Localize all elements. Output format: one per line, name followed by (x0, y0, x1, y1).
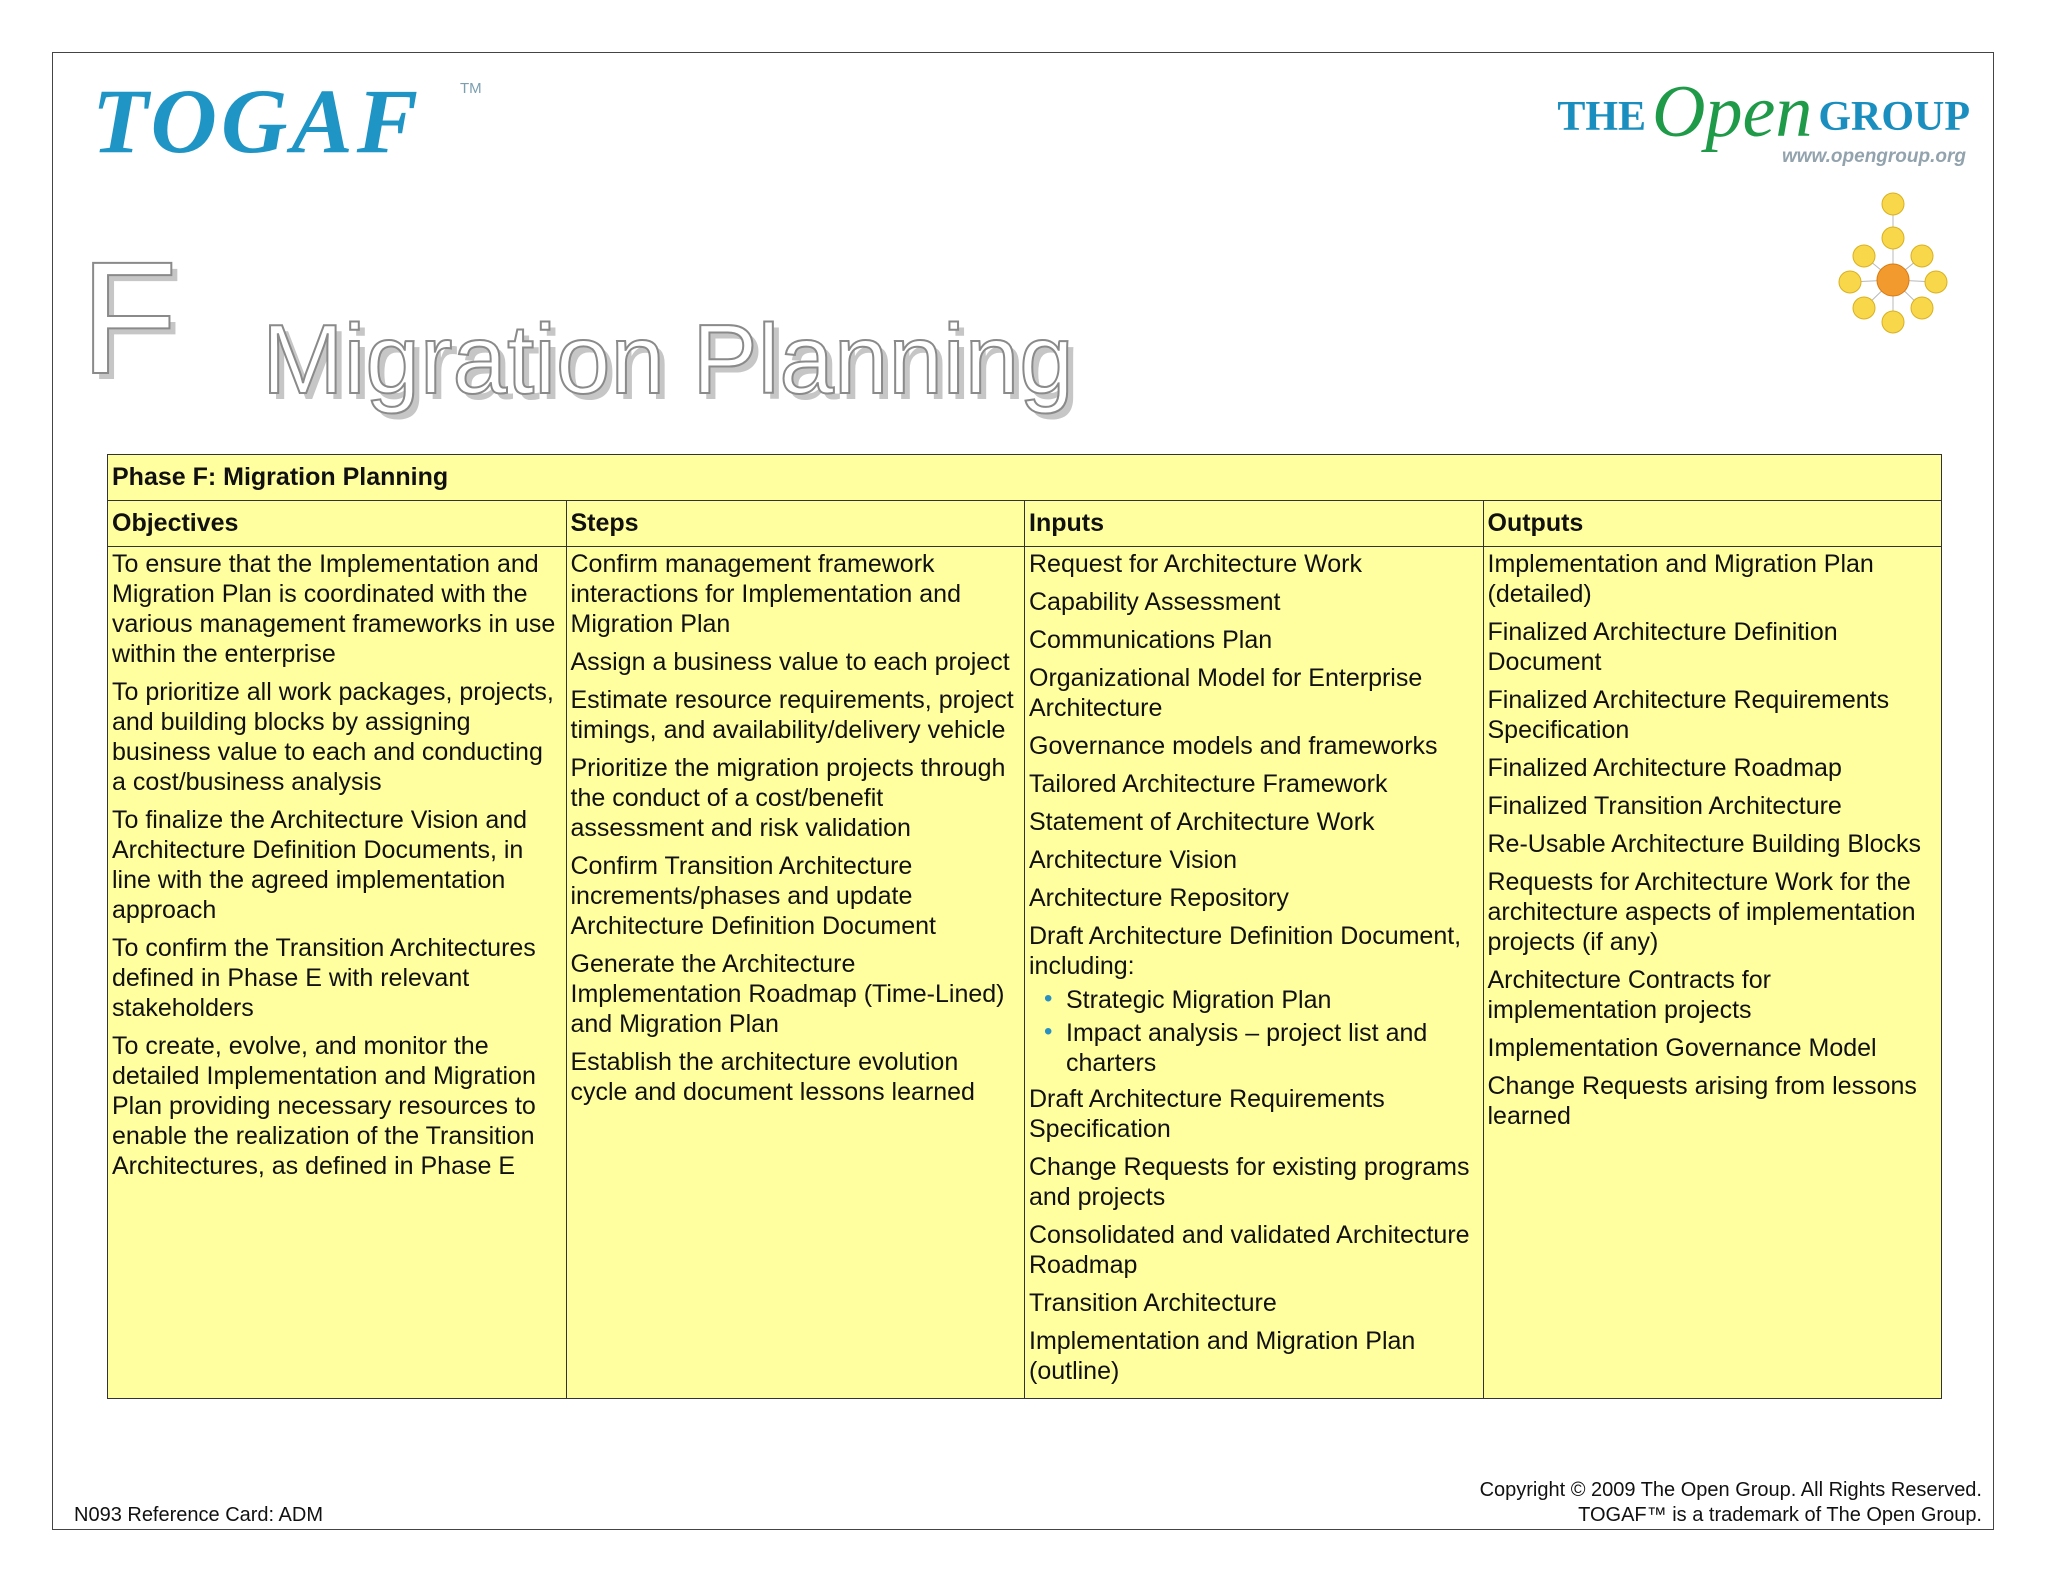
reference-card-label: N093 Reference Card: ADM (74, 1504, 324, 1526)
trademark-text: TOGAF™ is a trademark of The Open Group. (1578, 1504, 1982, 1526)
column-header-inputs: Inputs (1025, 501, 1484, 547)
output-item: Requests for Architecture Work for the architecture aspects of implementation projects (if any) (1487, 868, 1916, 956)
output-item: Architecture Contracts for implementation projects (1487, 966, 1771, 1024)
togaf-trademark: TM (460, 80, 482, 97)
inputs-cell (1025, 547, 1484, 1399)
output-item: Change Requests arising from lessons learned (1487, 1072, 1917, 1130)
input-item: Draft Architecture Definition Document, including: (1029, 922, 1462, 980)
input-item: Draft Architecture Requirements Specification (1029, 1085, 1385, 1143)
open-group-the: THE (1557, 94, 1647, 140)
output-item: Finalized Transition Architecture (1487, 792, 1842, 820)
objective-item: To confirm the Transition Architectures defined in Phase E with relevant stakeholders (112, 934, 536, 1022)
input-item: Organizational Model for Enterprise Architecture (1029, 664, 1423, 722)
column-header-steps: Steps (566, 501, 1025, 547)
objective-item: To prioritize all work packages, projects, and building blocks by assigning business value to each and conducting a cost/business analysis (112, 678, 554, 796)
step-item: Generate the Architecture Implementation Roadmap (Time-Lined) and Migration Plan (570, 950, 1005, 1038)
objective-item: To ensure that the Implementation and Migration Plan is coordinated with the various management frameworks in use within the enterprise (112, 550, 556, 668)
input-item: Governance models and frameworks (1029, 732, 1438, 760)
table-heading: Phase F: Migration Planning (108, 455, 1942, 501)
output-item: Implementation and Migration Plan (detailed) (1487, 550, 1874, 608)
input-sub-list (1029, 985, 1480, 1078)
steps-cell (566, 547, 1025, 1399)
page-title: Migration Planning (262, 304, 1074, 414)
input-item: Implementation and Migration Plan (outline) (1029, 1327, 1416, 1385)
input-item: Architecture Vision (1029, 846, 1237, 874)
input-item: Statement of Architecture Work (1029, 808, 1375, 836)
outputs-cell (1483, 547, 1942, 1399)
open-group-open: Open (1652, 71, 1813, 153)
output-item: Re-Usable Architecture Building Blocks (1487, 830, 1922, 858)
output-item: Finalized Architecture Requirements Specification (1487, 686, 1890, 744)
input-item: Tailored Architecture Framework (1029, 770, 1388, 798)
open-group-logo (1557, 70, 1970, 180)
adm-cycle-icon (1832, 190, 1954, 338)
phase-letter: F (80, 228, 178, 407)
output-item: Implementation Governance Model (1487, 1034, 1877, 1062)
copyright-text: Copyright © 2009 The Open Group. All Rights Reserved. (1479, 1479, 1982, 1501)
phase-reference-table (107, 454, 1942, 1399)
input-sub-item: • Impact analysis – project list and charters (1066, 1018, 1480, 1078)
step-item: Establish the architecture evolution cycle and document lessons learned (570, 1048, 975, 1106)
column-header-outputs: Outputs (1483, 501, 1942, 547)
input-item: Architecture Repository (1029, 884, 1289, 912)
togaf-wordmark: TOGAF (92, 70, 423, 172)
objective-item: To finalize the Architecture Vision and Architecture Definition Documents, in line with the agreed implementation approach (112, 806, 528, 924)
output-item: Finalized Architecture Definition Document (1487, 618, 1838, 676)
input-item: Change Requests for existing programs and projects (1029, 1153, 1470, 1211)
open-group-group: GROUP (1818, 94, 1970, 140)
column-header-objectives: Objectives (108, 501, 567, 547)
step-item: Confirm management framework interactions for Implementation and Migration Plan (570, 550, 961, 638)
open-group-wordmark (1557, 70, 1970, 155)
input-item: Communications Plan (1029, 626, 1273, 654)
input-item: Transition Architecture (1029, 1289, 1277, 1317)
output-item: Finalized Architecture Roadmap (1487, 754, 1842, 782)
copyright-notice (1480, 1478, 1982, 1528)
objective-item: To create, evolve, and monitor the detailed Implementation and Migration Plan providing necessary resources to enable the realization of the Transition Architectures, as defined in Phase E (112, 1032, 536, 1180)
input-sub-item: • Strategic Migration Plan (1066, 985, 1480, 1015)
step-item: Estimate resource requirements, project timings, and availability/delivery vehicle (570, 686, 1014, 744)
step-item: Prioritize the migration projects through the conduct of a cost/benefit assessment and risk validation (570, 754, 1006, 842)
input-item: Request for Architecture Work (1029, 550, 1363, 578)
open-group-url: www.opengroup.org (1782, 146, 1966, 167)
step-item: Confirm Transition Architecture increments/phases and update Architecture Definition Document (570, 852, 936, 940)
step-item: Assign a business value to each project (570, 648, 1010, 676)
input-item: Capability Assessment (1029, 588, 1281, 616)
input-item: Consolidated and validated Architecture Roadmap (1029, 1221, 1470, 1279)
objectives-cell (108, 547, 567, 1399)
